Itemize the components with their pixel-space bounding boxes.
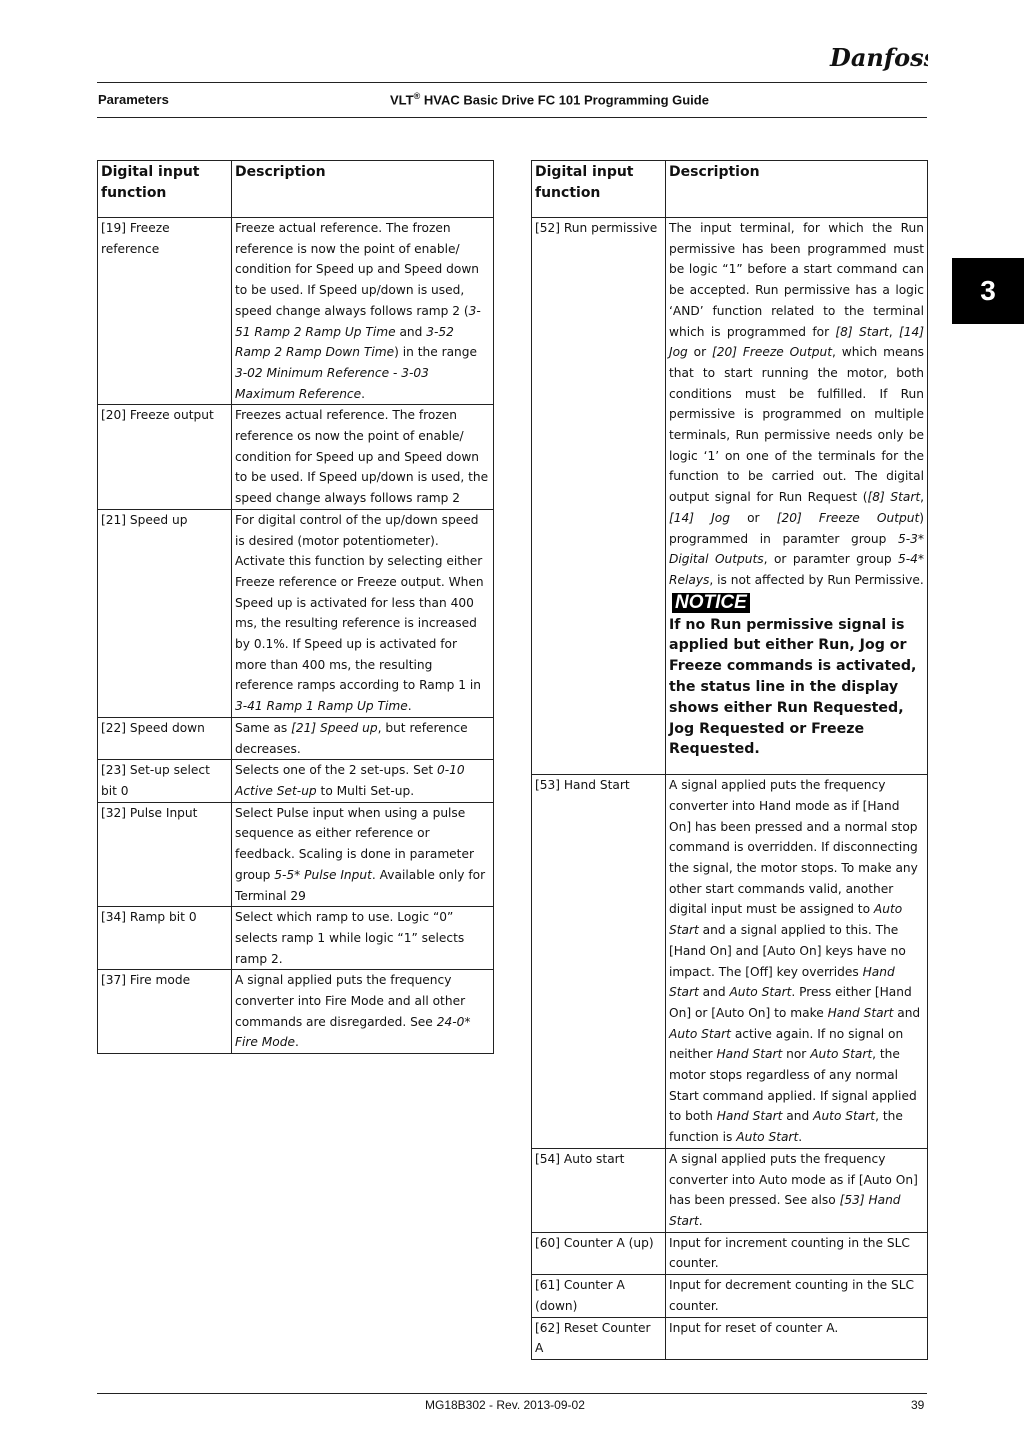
description-cell: Select which ramp to use. Logic “0” selects ramp 1 while logic “1” selects ramp 2. <box>232 907 494 970</box>
column-header-function: Digital input function <box>98 161 232 218</box>
table-row <box>532 1275 928 1317</box>
description-cell: A signal applied puts the frequency converter into Fire Mode and all other commands are disregarded. See 24-0* Fire Mode. <box>232 970 494 1054</box>
table-row <box>532 218 928 775</box>
column-header-function: Digital input function <box>532 161 666 218</box>
footer-document-id: MG18B302 - Rev. 2013-09-02 <box>425 1398 585 1412</box>
table-row <box>98 760 494 802</box>
table-header-row <box>532 161 928 218</box>
description-cell: Freeze actual reference. The frozen reference is now the point of enable/ condition for Speed up and Speed down to be used. If Speed up/down is used, speed change always follows ramp 2 (3-51 Ramp 2 Ramp Up Time and 3-52 Ramp 2 Ramp Down Time) in the range 3-02 Minimum Reference - 3-03 Maximum Reference. <box>232 218 494 405</box>
function-cell: [61] Counter A (down) <box>532 1275 666 1317</box>
digital-input-table-right <box>531 160 928 1360</box>
table-body-left <box>98 218 494 1054</box>
table-row <box>532 1148 928 1232</box>
column-header-description: Description <box>232 161 494 218</box>
description-cell: A signal applied puts the frequency converter into Auto mode as if [Auto On] has been pressed. See also [53] Hand Start. <box>666 1148 928 1232</box>
footer-rule <box>97 1393 927 1394</box>
function-cell: [19] Freeze reference <box>98 218 232 405</box>
header-title <box>390 91 709 107</box>
function-cell: [60] Counter A (up) <box>532 1232 666 1274</box>
description-cell: Selects one of the 2 set-ups. Set 0-10 Active Set-up to Multi Set-up. <box>232 760 494 802</box>
notice-text: If no Run permissive signal is applied but either Run, Jog or Freeze commands is activated, the status line in the display shows either Run Requested, Jog Requested or Freeze Requested. <box>669 616 917 758</box>
function-cell: [32] Pulse Input <box>98 802 232 907</box>
chapter-tab: 3 <box>952 258 1024 324</box>
run-permissive-description: The input terminal, for which the Run permissive has been programmed must be logic “1” before a start command can be accepted. Run permissive has a logic ‘AND’ function related to the terminal which is programmed for [8] Start, [14] Jog or [20] Freeze Output, which means that to start running the motor, both conditions must be fulfilled. If Run permissive is programmed on multiple terminals, Run permissive needs only be logic ‘1’ on one of the terminals for the function to be carried out. The digital output signal for Run Request ([8] Start, [14] Jog or [20] Freeze Output) programmed in paramter group 5-3* Digital Outputs, or paramter group 5-4* Relays, is not affected by Run Permissive. <box>669 221 925 587</box>
description-cell: Input for reset of counter A. <box>666 1317 928 1359</box>
header-rule-top <box>97 82 927 83</box>
function-cell: [21] Speed up <box>98 509 232 717</box>
description-cell: For digital control of the up/down speed is desired (motor potentiometer). Activate this function by selecting either Freeze reference or Freeze output. When Speed up is activated for less than 400 ms, the resulting reference is increased by 0.1%. If Speed up is activated for more than 400 ms, the resulting reference ramps according to Ramp 1 in 3-41 Ramp 1 Ramp Up Time. <box>232 509 494 717</box>
logo-wordmark <box>828 42 928 74</box>
header-section: Parameters <box>98 92 169 107</box>
function-cell: [54] Auto start <box>532 1148 666 1232</box>
function-cell: [22] Speed down <box>98 717 232 759</box>
description-cell <box>666 218 928 775</box>
digital-input-table-left <box>97 160 494 1054</box>
header-title-prefix: VLT <box>390 92 414 108</box>
table-row <box>98 218 494 405</box>
description-cell: Same as [21] Speed up, but reference decreases. <box>232 717 494 759</box>
header-rule-bottom <box>97 117 927 118</box>
table-row <box>98 717 494 759</box>
registered-mark: ® <box>413 91 421 101</box>
function-cell: [34] Ramp bit 0 <box>98 907 232 970</box>
function-cell: [37] Fire mode <box>98 970 232 1054</box>
function-cell: [52] Run permissive <box>532 218 666 775</box>
table-row <box>98 907 494 970</box>
danfoss-logo <box>828 42 928 74</box>
table-row <box>532 775 928 1149</box>
table-body-right <box>532 218 928 1360</box>
header-title-rest: HVAC Basic Drive FC 101 Programming Guide <box>420 92 709 108</box>
function-cell: [53] Hand Start <box>532 775 666 1149</box>
description-cell: Freezes actual reference. The frozen reference os now the point of enable/ condition for Speed up and Speed down to be used. If Speed up/down is used, the speed change always follows ramp 2 <box>232 405 494 510</box>
table-row <box>98 405 494 510</box>
function-cell: [23] Set-up select bit 0 <box>98 760 232 802</box>
description-cell: Select Pulse input when using a pulse sequence as either reference or feedback. Scaling is done in parameter group 5-5* Pulse Input. Available only for Terminal 29 <box>232 802 494 907</box>
footer-page-number: 39 <box>911 1398 925 1412</box>
logo-text: Danfoss <box>830 43 928 72</box>
description-cell: Input for decrement counting in the SLC counter. <box>666 1275 928 1317</box>
table-row <box>532 1232 928 1274</box>
description-cell: A signal applied puts the frequency converter into Hand mode as if [Hand On] has been pressed and a normal stop command is overridden. If disconnecting the signal, the motor stops. To make any other start commands valid, another digital input must be assigned to Auto Start and a signal applied to this. The [Hand On] and [Auto On] keys have no impact. The [Off] key overrides Hand Start and Auto Start. Press either [Hand On] or [Auto On] to make Hand Start and Auto Start active again. If no signal on neither Hand Start nor Auto Start, the motor stops regardless of any normal Start command applied. If signal applied to both Hand Start and Auto Start, the function is Auto Start. <box>666 775 928 1149</box>
notice-label: NOTICE <box>672 593 750 613</box>
table-row <box>98 802 494 907</box>
table-row <box>98 509 494 717</box>
function-cell: [20] Freeze output <box>98 405 232 510</box>
table-header-row <box>98 161 494 218</box>
table-row <box>98 970 494 1054</box>
function-cell: [62] Reset Counter A <box>532 1317 666 1359</box>
description-cell: Input for increment counting in the SLC counter. <box>666 1232 928 1274</box>
column-header-description: Description <box>666 161 928 218</box>
table-row <box>532 1317 928 1359</box>
